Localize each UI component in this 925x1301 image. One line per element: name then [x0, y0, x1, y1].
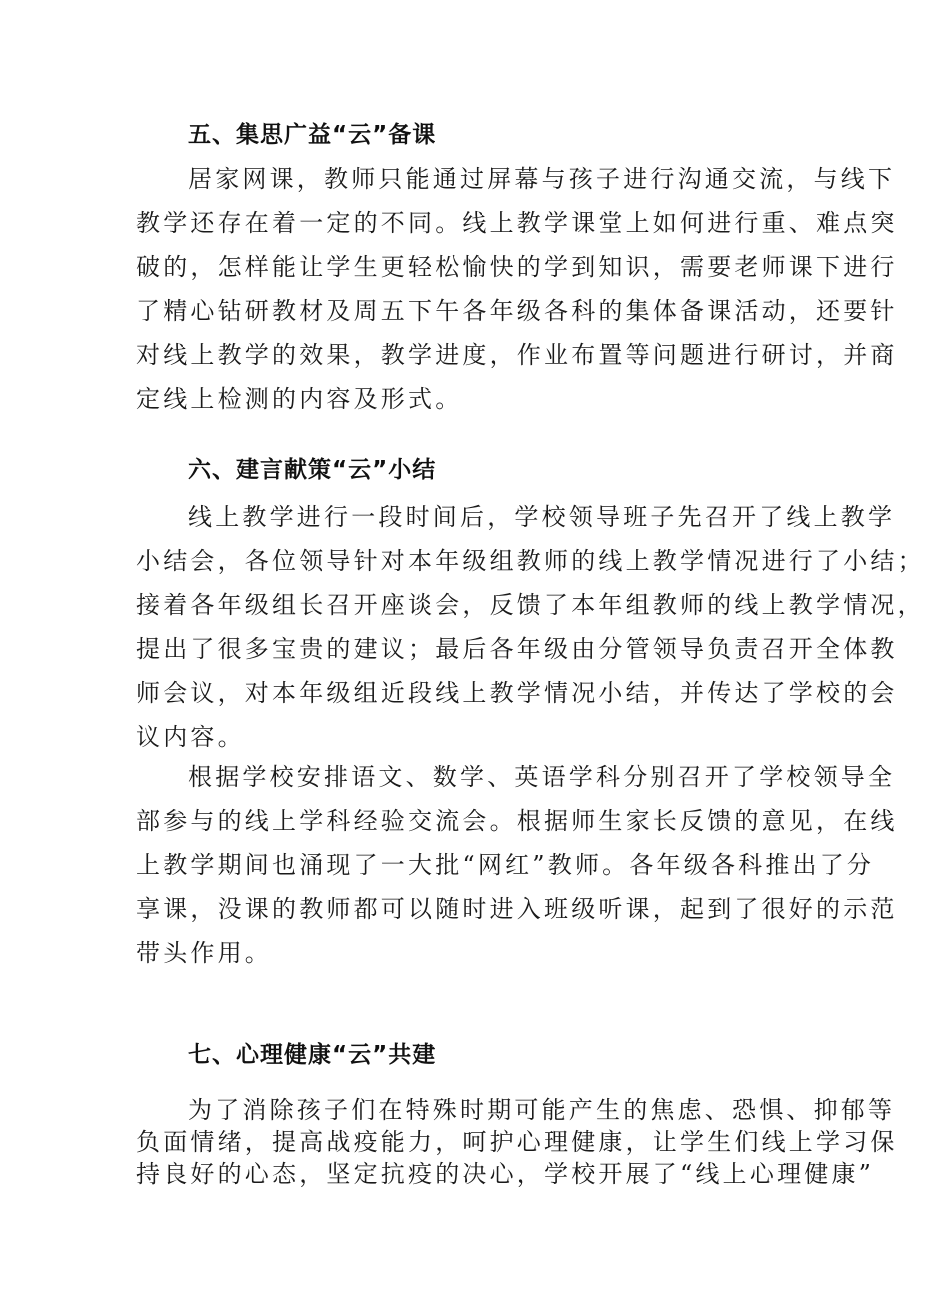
text-line: 线上教学进行一段时间后，学校领导班子先召开了线上教学 — [188, 503, 896, 531]
text-line: 持良好的心态，坚定抗疫的决心，学校开展了“线上心理健康” — [136, 1160, 875, 1188]
text-line: 议内容。 — [136, 723, 245, 751]
text-line: 为了消除孩子们在特殊时期可能产生的焦虑、恐惧、抑郁等 — [188, 1096, 896, 1124]
text-line: 部参与的线上学科经验交流会。根据师生家长反馈的意见，在线 — [136, 807, 898, 835]
section-heading-6: 六、建言献策“云”小结 — [188, 457, 437, 483]
text-line: 带头作用。 — [136, 939, 272, 967]
text-line: 提出了很多宝贵的建议；最后各年级由分管领导负责召开全体教 — [136, 635, 898, 663]
text-line: 师会议，对本年级组近段线上教学情况小结，并传达了学校的会 — [136, 679, 898, 707]
section-6-paragraph-1 — [136, 495, 925, 759]
section-6-paragraph-2 — [136, 755, 898, 975]
text-line: 享课，没课的教师都可以随时进入班级听课，起到了很好的示范 — [136, 895, 898, 923]
text-line: 教学还存在着一定的不同。线上教学课堂上如何进行重、难点突 — [136, 209, 898, 237]
text-line: 根据学校安排语文、数学、英语学科分别召开了学校领导全 — [188, 763, 896, 791]
section-5-paragraph-1 — [136, 157, 898, 421]
text-line: 接着各年级组长召开座谈会，反馈了本年组教师的线上教学情况， — [136, 591, 925, 619]
text-line: 了精心钻研教材及周五下午各年级各科的集体备课活动，还要针 — [136, 297, 898, 325]
text-line: 上教学期间也涌现了一大批“网红”教师。各年级各科推出了分 — [136, 851, 875, 879]
section-heading-5: 五、集思广益“云”备课 — [188, 122, 437, 148]
text-line: 定线上检测的内容及形式。 — [136, 385, 463, 413]
text-line: 破的，怎样能让学生更轻松愉快的学到知识，需要老师课下进行 — [136, 253, 898, 281]
text-line: 居家网课，教师只能通过屏幕与孩子进行沟通交流，与线下 — [188, 165, 896, 193]
text-line: 对线上教学的效果，教学进度，作业布置等问题进行研讨，并商 — [136, 341, 898, 369]
text-line: 负面情绪，提高战疫能力，呵护心理健康，让学生们线上学习保 — [136, 1128, 898, 1156]
text-line: 小结会，各位领导针对本年级组教师的线上教学情况进行了小结； — [136, 547, 925, 575]
section-7-paragraph-1 — [136, 1094, 898, 1190]
section-heading-7: 七、心理健康“云”共建 — [188, 1042, 437, 1068]
